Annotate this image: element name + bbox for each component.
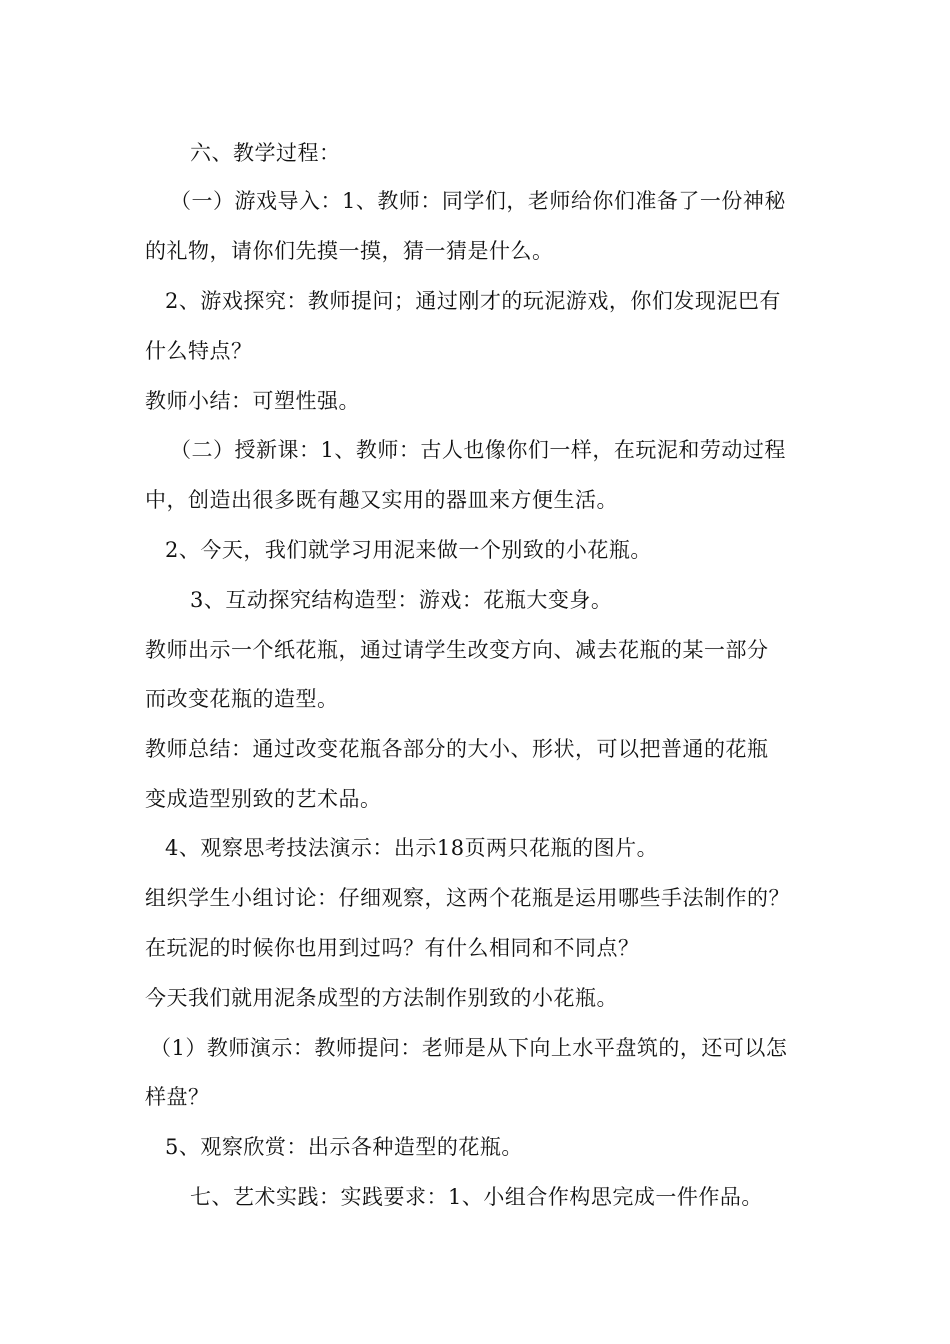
paragraph-line: 2、游戏探究：教师提问；通过刚才的玩泥游戏，你们发现泥巴有 [165,289,781,313]
paragraph-line: 5、观察欣赏：出示各种造型的花瓶。 [165,1135,523,1159]
paragraph-line: 而改变花瓶的造型。 [145,687,339,711]
section-heading-art-practice: 七、艺术实践：实践要求：1、小组合作构思完成一件作品。 [190,1185,763,1209]
paragraph-line: （一）游戏导入：1、教师：同学们，老师给你们准备了一份神秘 [170,189,786,213]
paragraph-line: 变成造型别致的艺术品。 [145,787,382,811]
paragraph-line: 的礼物，请你们先摸一摸，猜一猜是什么。 [145,239,554,263]
paragraph-line: 什么特点？ [145,339,253,363]
paragraph-line: 教师总结：通过改变花瓶各部分的大小、形状，可以把普通的花瓶 [145,737,769,761]
paragraph-line: 中，创造出很多既有趣又实用的器皿来方便生活。 [145,488,618,512]
section-heading-teaching-process: 六、教学过程： [190,141,341,165]
paragraph-line: 在玩泥的时候你也用到过吗？有什么相同和不同点？ [145,936,640,960]
paragraph-line: （1）教师演示：教师提问：老师是从下向上水平盘筑的，还可以怎 [150,1036,788,1060]
paragraph-line: 2、今天，我们就学习用泥来做一个别致的小花瓶。 [165,538,652,562]
paragraph-line: 4、观察思考技法演示：出示18页两只花瓶的图片。 [165,836,659,860]
paragraph-line: 样盘？ [145,1085,210,1109]
paragraph-line: 教师小结：可塑性强。 [145,389,360,413]
paragraph-line: （二）授新课：1、教师：古人也像你们一样，在玩泥和劳动过程 [170,438,786,462]
paragraph-line: 3、互动探究结构造型：游戏：花瓶大变身。 [190,588,613,612]
paragraph-line: 组织学生小组讨论：仔细观察，这两个花瓶是运用哪些手法制作的？ [145,886,790,910]
paragraph-line: 今天我们就用泥条成型的方法制作别致的小花瓶。 [145,986,618,1010]
paragraph-line: 教师出示一个纸花瓶，通过请学生改变方向、减去花瓶的某一部分 [145,638,769,662]
